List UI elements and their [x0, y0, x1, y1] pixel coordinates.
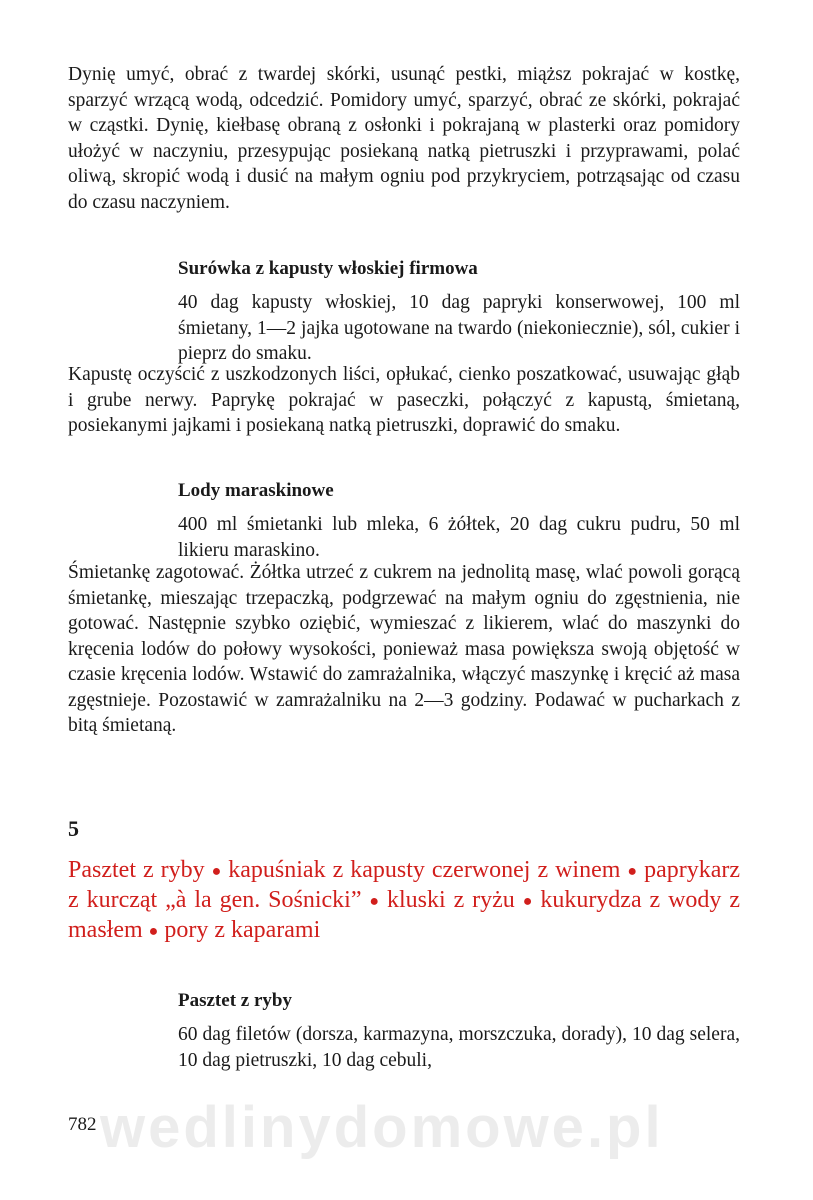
page-number: 782 [68, 1114, 97, 1135]
menu-item: paprykarz z kurcząt „à la gen. Sośnicki” [68, 857, 741, 913]
recipe-ingredients-lody: 400 ml śmietanki lub mleka, 6 żółtek, 20 dag cukru pudru, 50 ml likieru maraskino. [178, 514, 740, 561]
bullet-icon: ● [520, 892, 535, 910]
menu-item: kluski z ryżu [386, 886, 515, 913]
recipe-ingredients-pasztet: 60 dag filetów (dorsza, karmazyna, morszczuka, dorady), 10 dag selera, 10 dag pietruszki, 10 dag cebuli, [178, 1024, 740, 1071]
menu-item: kapuśniak z kapusty czerwonej z winem [228, 857, 621, 883]
recipe-title-pasztet: Pasztet z ryby [178, 990, 292, 1011]
recipe-instructions-lody: Śmietankę zagotować. Żółtka utrzeć z cukrem na jednolitą masę, wlać powoli gorącą śmietankę, mieszając trzepaczką, podgrzewać na małym ogniu do zgęstnienia, nie gotować. Następnie szybko oziębić, wymieszać z likierem, wlać do maszynki do kręcenia lodów do połowy wysokości, ponieważ masa powiększa swoją objętość w czasie kręcenia lodów. Wstawić do zamrażalnika, włączyć maszynkę i kręcić aż masa zgęstnieje. Pozostawić w zamrażalniku na 2—3 godziny. Podawać w pucharkach z bitą śmietaną. [68, 562, 740, 736]
chapter-menu [68, 856, 740, 946]
recipe-ingredients-surowka: 40 dag kapusty włoskiej, 10 dag papryki konserwowej, 100 ml śmietany, 1—2 jajka ugotowane na twardo (niekoniecznie), sól, cukier i pieprz do smaku. [178, 292, 740, 364]
menu-item: Pasztet z ryby [68, 857, 205, 883]
menu-item: pory z kaparami [164, 916, 321, 943]
recipe-instructions-surowka: Kapustę oczyścić z uszkodzonych liści, opłukać, cienko poszatkować, usuwając głąb i grube nerwy. Paprykę pokrajać w paseczki, połączyć z kapustą, śmietaną, posiekanymi jajkami i posiekaną natką pietruszki, doprawić do smaku. [68, 364, 740, 436]
previous-recipe-instructions: Dynię umyć, obrać z twardej skórki, usunąć pestki, miąższ pokrajać w kostkę, sparzyć wrzącą wodą, odcedzić. Pomidory umyć, sparzyć, obrać ze skórki, pokrajać w cząstki. Dynię, kiełbasę obraną z osłonki i pokrajaną w plasterki oraz pomidory ułożyć w naczyniu, przesypując posiekaną natką pietruszki i przyprawami, polać oliwą, skropić wodą i dusić na małym ogniu pod przykryciem, potrząsając od czasu do czasu naczyniem. [68, 64, 740, 213]
chapter-number: 5 [68, 816, 79, 841]
recipe-title-surowka: Surówka z kapusty włoskiej firmowa [178, 258, 478, 279]
menu-item: kukurydza z wody z masłem [68, 886, 741, 943]
bullet-icon: ● [626, 862, 639, 880]
bullet-icon: ● [148, 922, 159, 940]
recipe-title-lody: Lody maraskinowe [178, 480, 334, 501]
watermark: wedlinydomowe.pl [100, 1095, 664, 1160]
bullet-icon: ● [210, 862, 223, 880]
bullet-icon: ● [367, 892, 381, 910]
